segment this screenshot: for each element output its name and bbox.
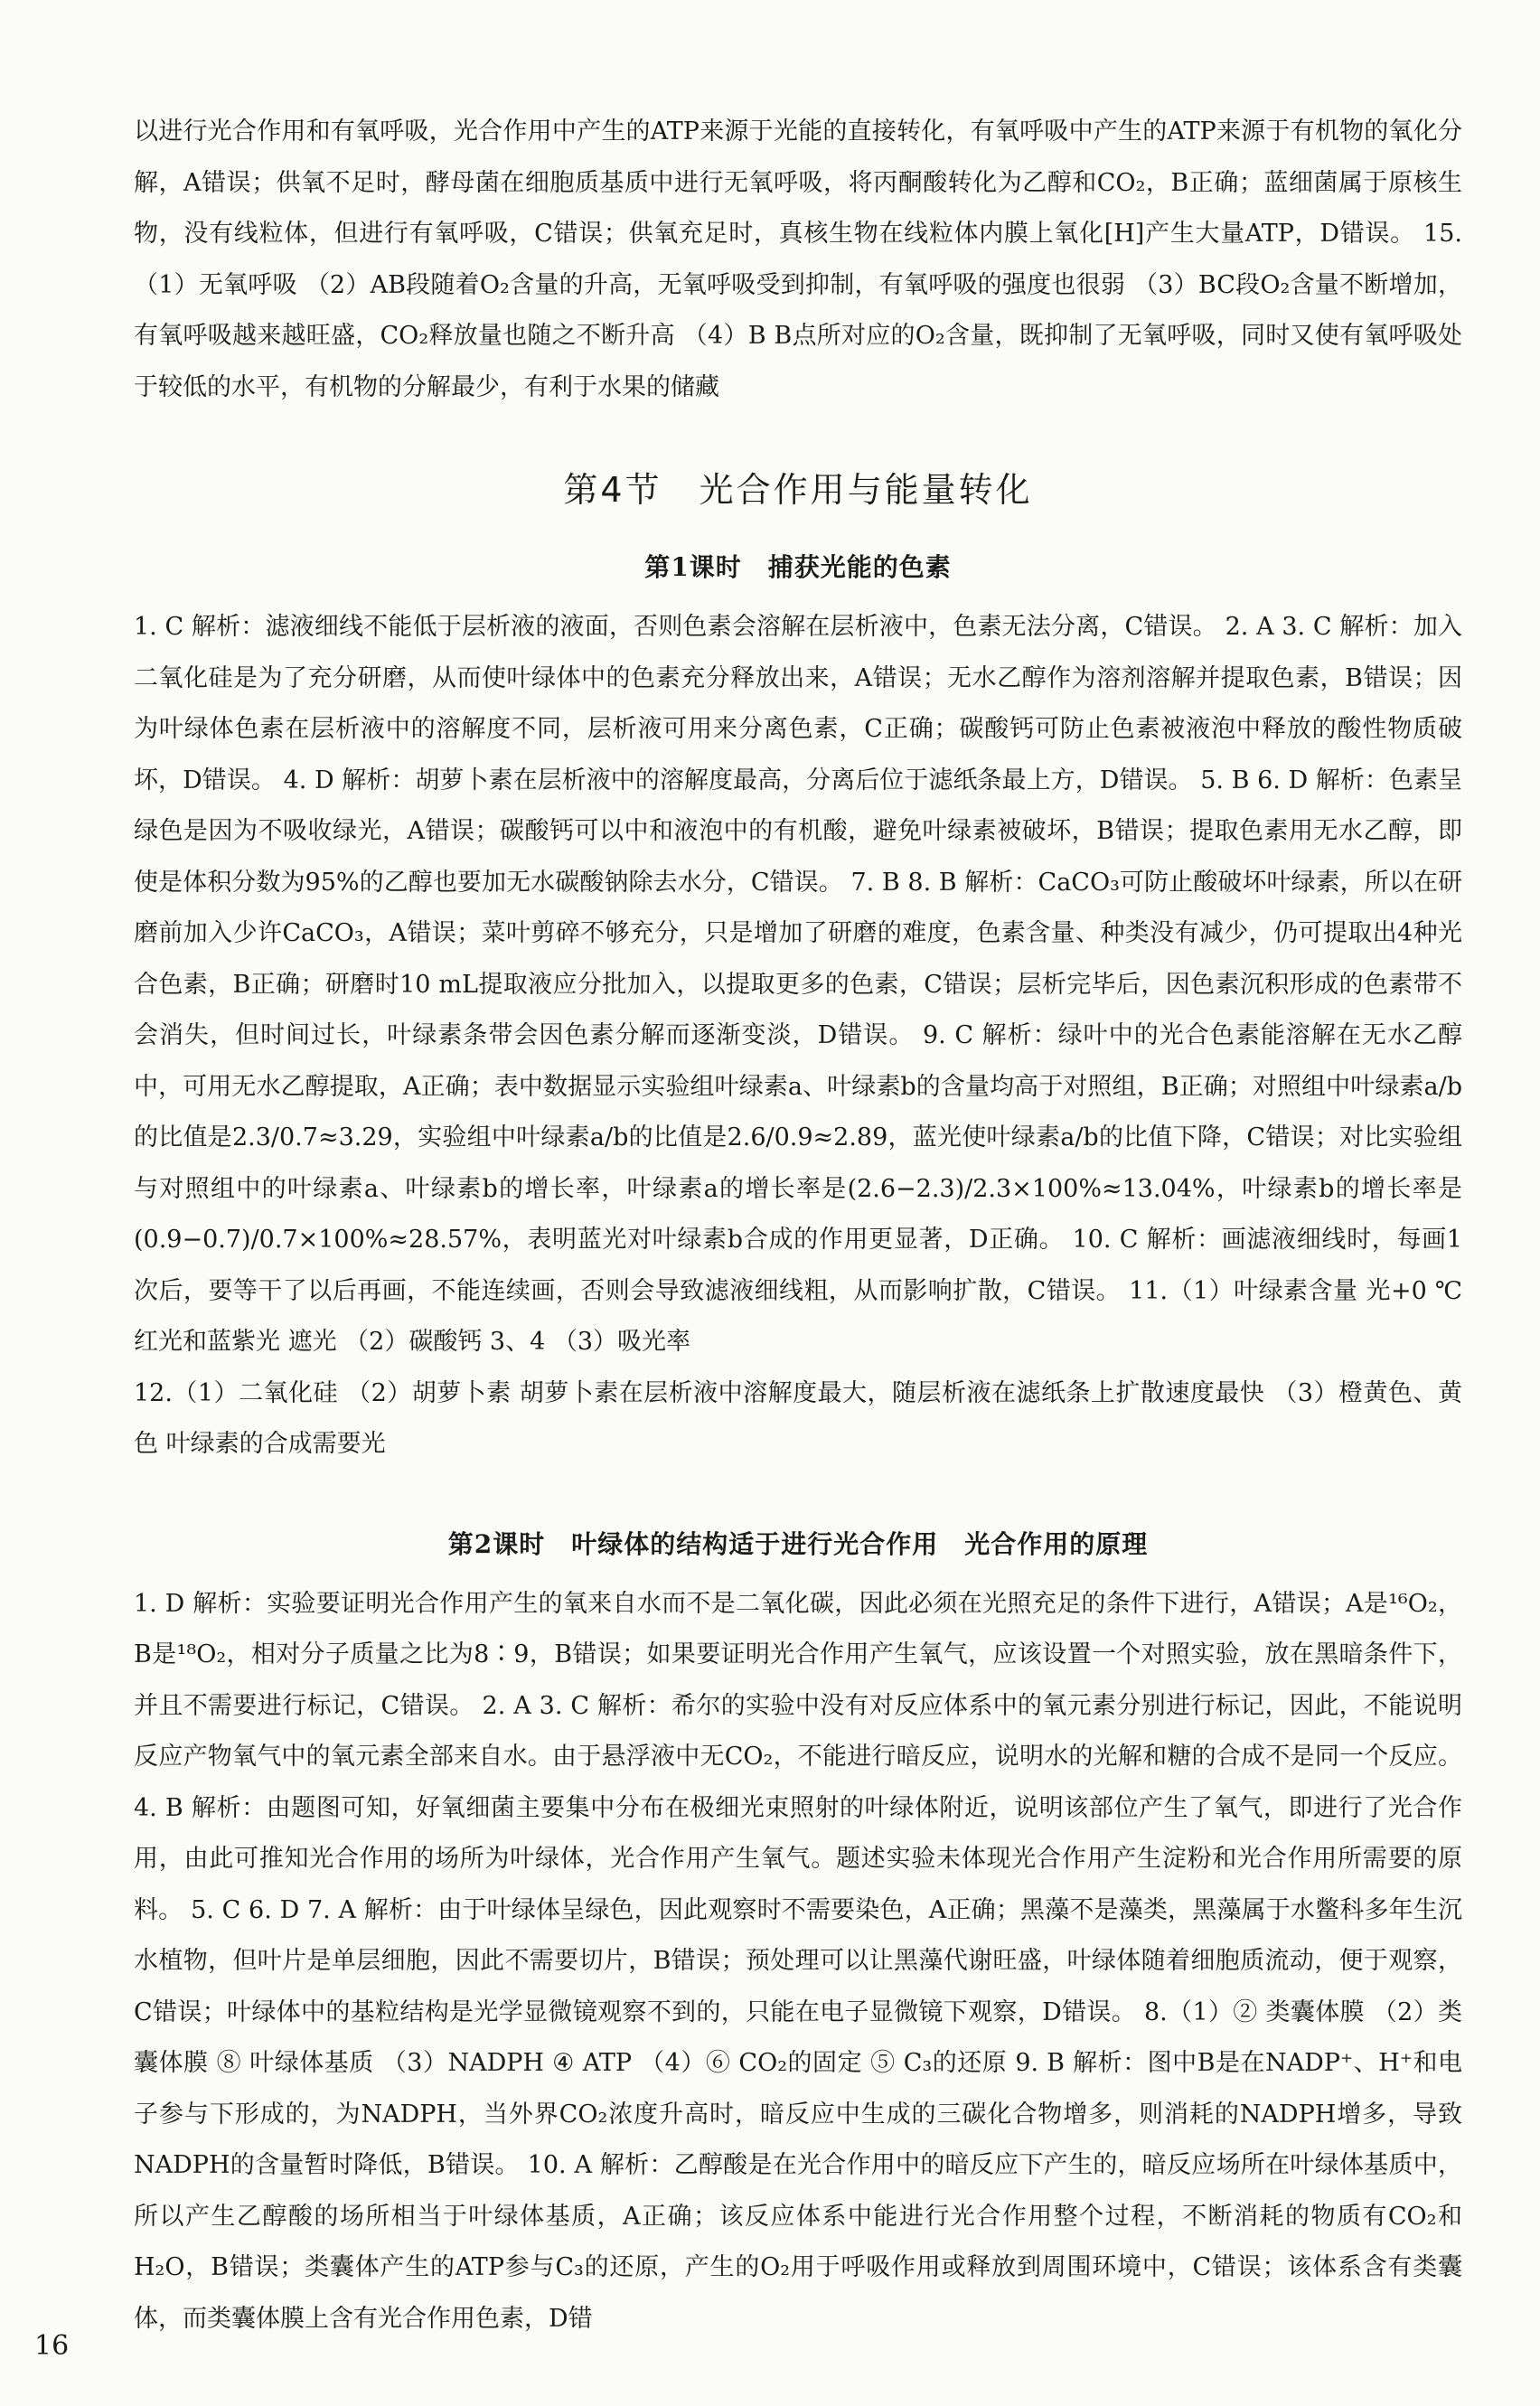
lesson1-paragraph-2: 12.（1）二氧化硅 （2）胡萝卜素 胡萝卜素在层析液中溶解度最大，随层析液在滤纸条上扩散速度最快 （3）橙黄色、黄色 叶绿素的合成需要光 xyxy=(134,1378,1462,1458)
section-title: 第4节 光合作用与能量转化 xyxy=(563,470,1033,510)
lesson2-title: 第2课时 叶绿体的结构适于进行光合作用 光合作用的原理 xyxy=(447,1528,1149,1559)
page-number: 16 xyxy=(34,2330,70,2362)
lesson2-block xyxy=(134,1579,1462,2345)
lesson1-block xyxy=(134,602,1462,1471)
lesson2-paragraph: 1. D 解析：实验要证明光合作用产生的氧来自水而不是二氧化碳，因此必须在光照充足的条件下进行，A错误；A是¹⁶O₂，B是¹⁸O₂，相对分子质量之比为8∶9，B错误；如果要证明光合作用产生氧气，应该设置一个对照实验，放在黑暗条件下，并且不需要进行标记，C错误。 2. A 3. C 解析：希尔的实验中没有对反应体系中的氧元素分别进行标记，因此，不能说明反应产物氧气中的氧元素全部来自水。由于悬浮液中无CO₂，不能进行暗反应，说明水的光解和糖的合成不是同一个反应。 4. B 解析：由题图可知，好氧细菌主要集中分布在极细光束照射的叶绿体附近，说明该部位产生了氧气，即进行了光合作用，由此可推知光合作用的场所为叶绿体，光合作用产生氧气。题述实验未体现光合作用产生淀粉和光合作用所需要的原料。 5. C 6. D 7. A 解析：由于叶绿体呈绿色，因此观察时不需要染色，A正确；黑藻不是藻类，黑藻属于水鳖科多年生沉水植物，但叶片是单层细胞，因此不需要切片，B错误；预处理可以让黑藻代谢旺盛，叶绿体随着细胞质流动，便于观察，C错误；叶绿体中的基粒结构是光学显微镜观察不到的，只能在电子显微镜下观察，D错误。 8.（1）② 类囊体膜 （2）类囊体膜 ⑧ 叶绿体基质 （3）NADPH ④ ATP （4）⑥ CO₂的固定 ⑤ C₃的还原 9. B 解析：图中B是在NADP⁺、H⁺和电子参与下形成的，为NADPH，当外界CO₂浓度升高时，暗反应中生成的三碳化合物增多，则消耗的NADPH增多，导致NADPH的含量暂时降低，B错误。 10. A 解析：乙醇酸是在光合作用中的暗反应下产生的，暗反应场所在叶绿体基质中，所以产生乙醇酸的场所相当于叶绿体基质，A正确；该反应体系中能进行光合作用整个过程，不断消耗的物质有CO₂和H₂O，B错误；类囊体产生的ATP参与C₃的还原，产生的O₂用于呼吸作用或释放到周围环境中，C错误；该体系含有类囊体，而类囊体膜上含有光合作用色素，D错 xyxy=(134,1589,1462,2333)
lesson1-title: 第1课时 捕获光能的色素 xyxy=(644,552,952,582)
intro-block xyxy=(134,107,1462,413)
page-content xyxy=(134,107,1462,2345)
lesson1-paragraph: 1. C 解析：滤液细线不能低于层析液的液面，否则色素会溶解在层析液中，色素无法分离，C错误。 2. A 3. C 解析：加入二氧化硅是为了充分研磨，从而使叶绿体中的色素充分释放出来，A错误；无水乙醇作为溶剂溶解并提取色素，B错误；因为叶绿体色素在层析液中的溶解度不同，层析液可用来分离色素，C正确；碳酸钙可防止色素被液泡中释放的酸性物质破坏，D错误。 4. D 解析：胡萝卜素在层析液中的溶解度最高，分离后位于滤纸条最上方，D错误。 5. B 6. D 解析：色素呈绿色是因为不吸收绿光，A错误；碳酸钙可以中和液泡中的有机酸，避免叶绿素被破坏，B错误；提取色素用无水乙醇，即使是体积分数为95%的乙醇也要加无水碳酸钠除去水分，C错误。 7. B 8. B 解析：CaCO₃可防止酸破坏叶绿素，所以在研磨前加入少许CaCO₃，A错误；菜叶剪碎不够充分，只是增加了研磨的难度，色素含量、种类没有减少，仍可提取出4种光合色素，B正确；研磨时10 mL提取液应分批加入，以提取更多的色素，C错误；层析完毕后，因色素沉积形成的色素带不会消失，但时间过长，叶绿素条带会因色素分解而逐渐变淡，D错误。 9. C 解析：绿叶中的光合色素能溶解在无水乙醇中，可用无水乙醇提取，A正确；表中数据显示实验组叶绿素a、叶绿素b的含量均高于对照组，B正确；对照组中叶绿素a/b的比值是2.3/0.7≈3.29，实验组中叶绿素a/b的比值是2.6/0.9≈2.89，蓝光使叶绿素a/b的比值下降，C错误；对比实验组与对照组中的叶绿素a、叶绿素b的增长率，叶绿素a的增长率是(2.6−2.3)/2.3×100%≈13.04%，叶绿素b的增长率是(0.9−0.7)/0.7×100%≈28.57%，表明蓝光对叶绿素b合成的作用更显著，D正确。 10. C 解析：画滤液细线时，每画1次后，要等干了以后再画，不能连续画，否则会导致滤液细线粗，从而影响扩散，C错误。 11.（1）叶绿素含量 光+0 ℃ 红光和蓝紫光 遮光 （2）碳酸钙 3、4 （3）吸光率 xyxy=(134,613,1462,1356)
intro-paragraph: 以进行光合作用和有氧呼吸，光合作用中产生的ATP来源于光能的直接转化，有氧呼吸中产生的ATP来源于有机物的氧化分解，A错误；供氧不足时，酵母菌在细胞质基质中进行无氧呼吸，将丙酮酸转化为乙醇和CO₂，B正确；蓝细菌属于原核生物，没有线粒体，但进行有氧呼吸，C错误；供氧充足时，真核生物在线粒体内膜上氧化[H]产生大量ATP，D错误。 15.（1）无氧呼吸 （2）AB段随着O₂含量的升高，无氧呼吸受到抑制，有氧呼吸的强度也很弱 （3）BC段O₂含量不断增加，有氧呼吸越来越旺盛，CO₂释放量也随之不断升高 （4）B B点所对应的O₂含量，既抑制了无氧呼吸，同时又使有氧呼吸处于较低的水平，有机物的分解最少，有利于水果的储藏 xyxy=(134,117,1462,401)
